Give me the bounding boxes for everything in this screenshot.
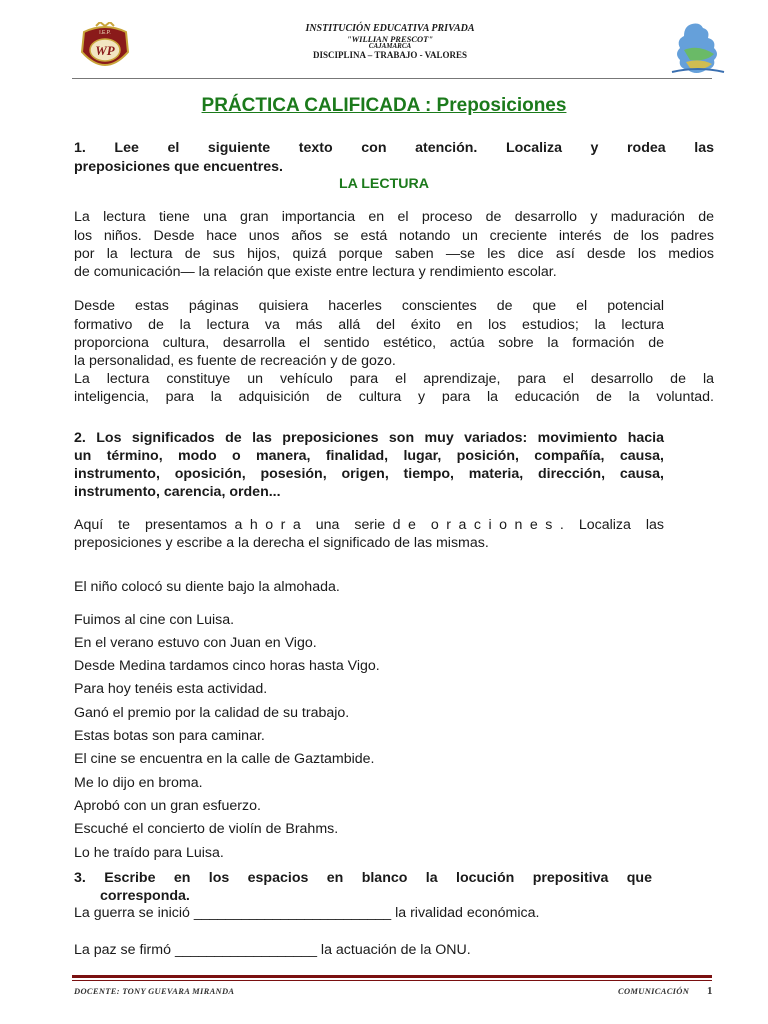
sentence-1: El niño colocó su diente bajo la almohada.	[74, 579, 340, 595]
footer-divider-thick	[72, 975, 712, 978]
school-crest-logo	[76, 22, 134, 74]
para2-line-2: formativo de la lectura va más allá del éxito en los estudios; la lectura	[74, 317, 664, 333]
sentence-7: Estas botas son para caminar.	[74, 728, 265, 744]
svg-text:I.E.P.: I.E.P.	[99, 30, 111, 36]
footer-subject: COMUNICACIÓN	[618, 986, 690, 996]
para2-line-6: inteligencia, para la adquisición de cultura y para la educación de la voluntad.	[74, 389, 714, 405]
header-divider	[72, 78, 712, 79]
svg-text:WP: WP	[95, 43, 115, 58]
item1-text-after: la rivalidad económica.	[391, 905, 540, 921]
school-city: CAJAMARCA	[368, 42, 412, 51]
sentence-10: Aprobó con un gran esfuerzo.	[74, 798, 261, 814]
q2-line-1: 2. Los significados de las preposiciones son muy variados: movimiento hacia	[74, 430, 664, 446]
school-name: "WILLIAN PRESCOT"	[346, 33, 434, 44]
item1-text-before: La guerra se inició	[74, 905, 194, 921]
para1-line-4: de comunicación— la relación que existe entre lectura y rendimiento escolar.	[74, 264, 557, 280]
sentence-6: Ganó el premio por la calidad de su trabajo.	[74, 705, 350, 721]
fill-blank-item-2	[74, 941, 471, 960]
sentence-11: Escuché el concierto de violín de Brahms.	[74, 821, 339, 837]
item2-text-before: La paz se firmó	[74, 942, 175, 958]
para1-line-2: los niños. Desde hace unos años se está notando un creciente interés de los padres	[74, 228, 714, 244]
para2-line-3: proporciona cultura, desarrolla el sentido estético, actúa sobre la formación de	[74, 335, 664, 351]
reading-subtitle: LA LECTURA	[338, 176, 430, 192]
para1-line-1: La lectura tiene una gran importancia en el proceso de desarrollo y maduración de	[74, 209, 714, 225]
q2-line-3: instrumento, oposición, posesión, origen, tiempo, materia, dirección, causa,	[74, 466, 664, 482]
item2-blank[interactable]: __________________	[174, 942, 317, 958]
sentence-12: Lo he traído para Luisa.	[74, 845, 224, 861]
q3-line-1: 3. Escribe en los espacios en blanco la locución prepositiva que	[74, 870, 652, 886]
footer-teacher: DOCENTE: TONY GUEVARA MIRANDA	[74, 986, 235, 996]
q1-line-1: 1. Lee el siguiente texto con atención. Localiza y rodea las	[74, 140, 714, 156]
institution-header	[200, 24, 580, 60]
q2-instruction-line-2: preposiciones y escribe a la derecha el significado de las mismas.	[74, 535, 489, 551]
sentence-2: Fuimos al cine con Luisa.	[74, 612, 235, 628]
school-motto: DISCIPLINA – TRABAJO - VALORES	[312, 49, 468, 60]
q2-line-4: instrumento, carencia, orden...	[74, 484, 281, 500]
q2-line-2: un término, modo o manera, finalidad, lugar, posición, compañía, causa,	[74, 448, 664, 464]
sentence-3: En el verano estuvo con Juan en Vigo.	[74, 635, 317, 651]
para2-line-4: la personalidad, es fuente de recreación y de gozo.	[74, 353, 396, 369]
sentence-8: El cine se encuentra en la calle de Gaztambide.	[74, 751, 375, 767]
item1-blank[interactable]: _________________________	[193, 905, 392, 921]
region-map-logo	[670, 20, 726, 78]
q1-line-2: preposiciones que encuentres.	[74, 159, 283, 175]
footer-divider-thin	[72, 980, 712, 981]
para2-line-5: La lectura constituye un vehículo para el aprendizaje, para el desarrollo de la	[74, 371, 714, 387]
para2-line-1: Desde estas páginas quisiera hacerles conscientes de que el potencial	[74, 298, 664, 314]
sentence-4: Desde Medina tardamos cinco horas hasta Vigo.	[74, 658, 380, 674]
q3-line-2: corresponda.	[100, 888, 190, 904]
page-title: PRÁCTICA CALIFICADA : Preposiciones	[201, 95, 567, 116]
page-number: 1	[707, 985, 713, 997]
sentence-5: Para hoy tenéis esta actividad.	[74, 681, 268, 697]
sentence-9: Me lo dijo en broma.	[74, 775, 203, 791]
q2-instruction-line-1: Aquí te presentamos a h o r a una serie d e o r a c i o n e s . Localiza las	[74, 517, 664, 533]
institution-name: INSTITUCIÓN EDUCATIVA PRIVADA	[305, 23, 475, 34]
item2-text-after: la actuación de la ONU.	[316, 942, 471, 958]
para1-line-3: por la lectura de sus hijos, quizá porque saben —se les dice así desde los medios	[74, 246, 714, 262]
fill-blank-item-1	[74, 904, 539, 923]
